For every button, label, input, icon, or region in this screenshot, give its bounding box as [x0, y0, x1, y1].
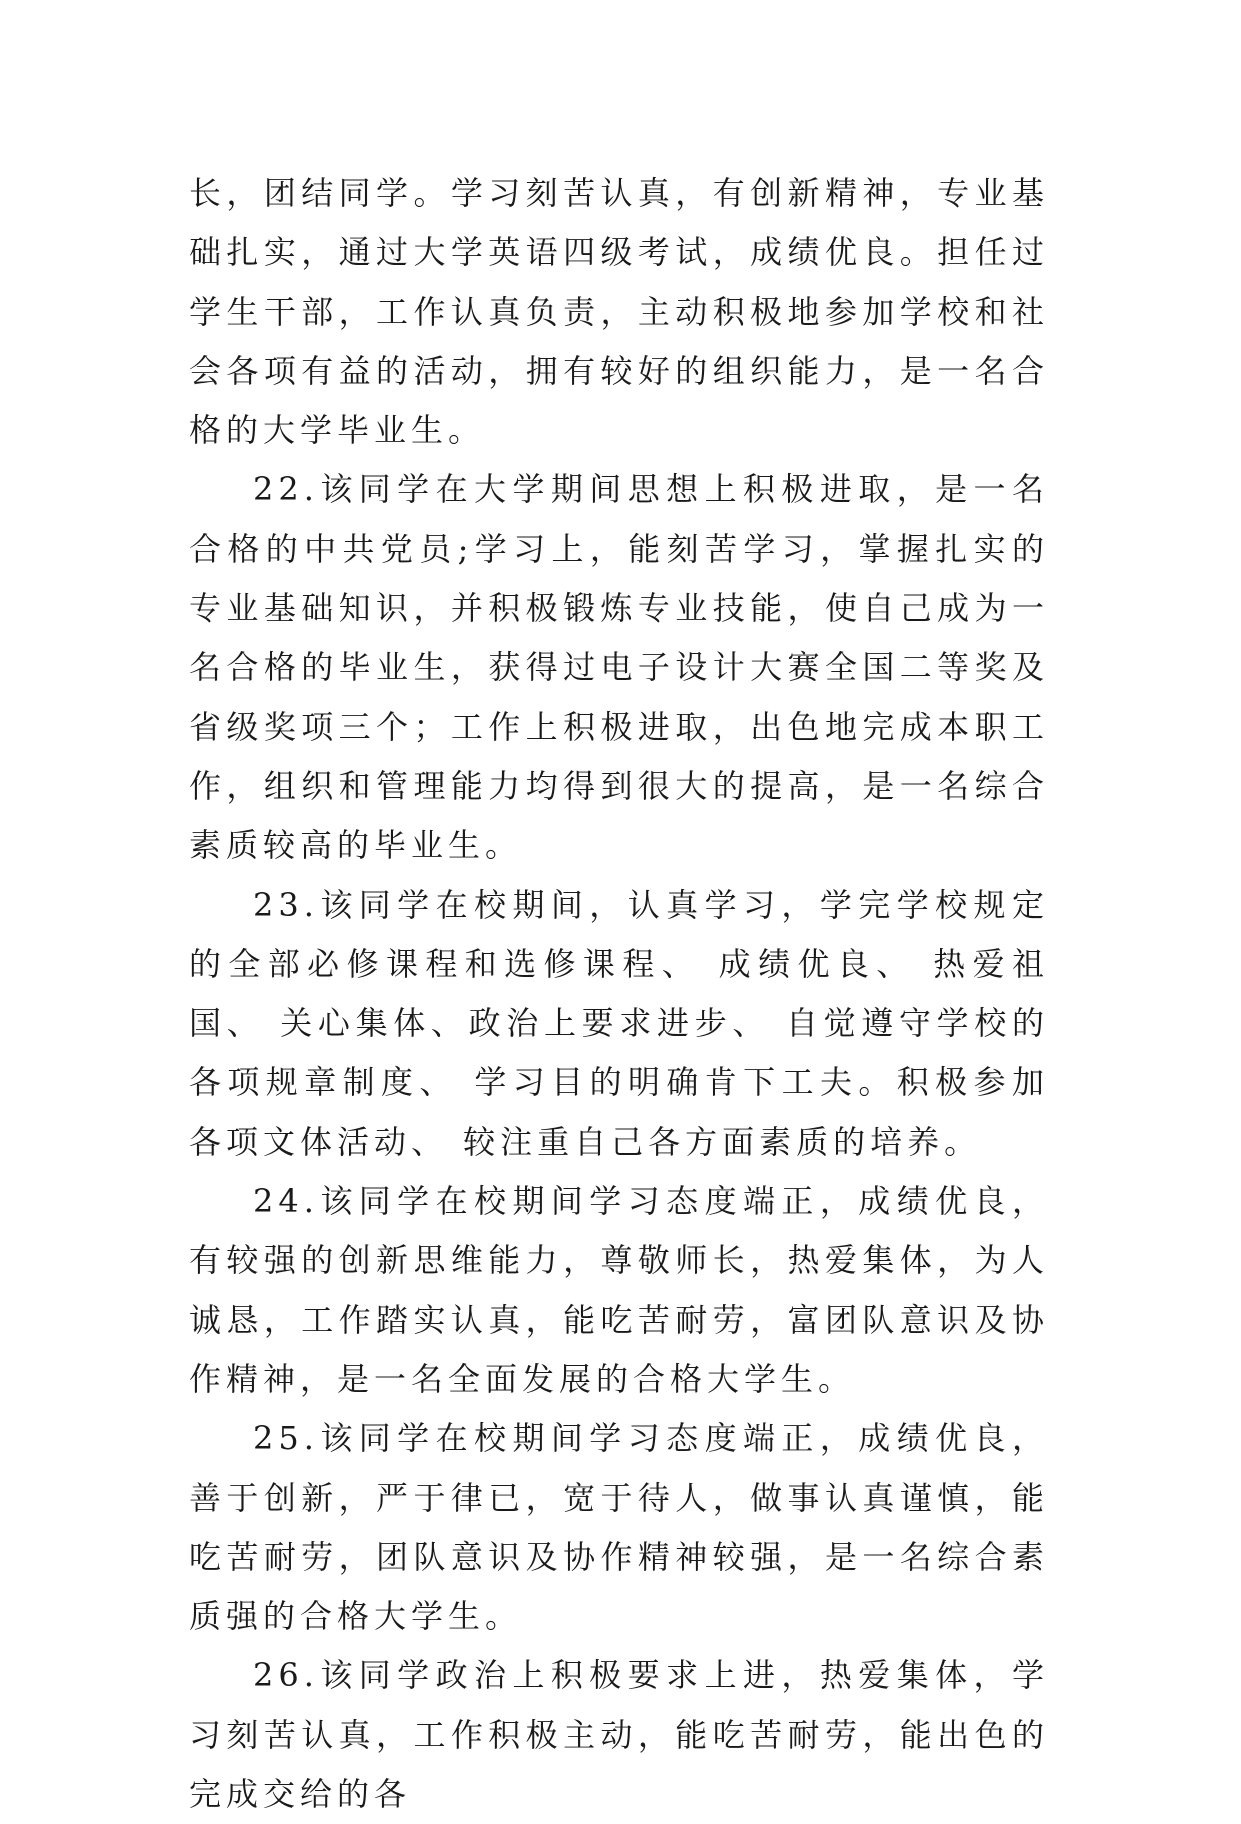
paragraph-23: 23.该同学在校期间，认真学习，学完学校规定的全部必修课程和选修课程、 成绩优良、 热爱祖国、 关心集体、政治上要求进步、 自觉遵守学校的各项规章制度、 学习目的明确肯下工夫。积极参加各项文体活动、 较注重自己各方面素质的培养。	[189, 885, 1049, 1161]
paragraph-25: 25.该同学在校期间学习态度端正，成绩优良，善于创新，严于律已，宽于待人，做事认真谨慎，能吃苦耐劳，团队意识及协作精神较强，是一名综合素质强的合格大学生。	[189, 1419, 1049, 1636]
paragraph-24: 24.该同学在校期间学习态度端正，成绩优良，有较强的创新思维能力，尊敬师长，热爱集体，为人诚恳，工作踏实认真，能吃苦耐劳，富团队意识及协作精神，是一名全面发展的合格大学生。	[189, 1182, 1049, 1398]
paragraph-21-continuation: 长，团结同学。学习刻苦认真，有创新精神，专业基础扎实，通过大学英语四级考试，成绩优良。担任过学生干部，工作认真负责，主动积极地参加学校和社会各项有益的活动，拥有较好的组织能力，是一名合格的大学毕业生。	[189, 174, 1049, 450]
document-body	[189, 164, 1049, 1824]
paragraph-22: 22.该同学在大学期间思想上积极进取，是一名合格的中共党员;学习上，能刻苦学习，掌握扎实的专业基础知识，并积极锻炼专业技能，使自己成为一名合格的毕业生，获得过电子设计大赛全国二等奖及省级奖项三个；工作上积极进取，出色地完成本职工作，组织和管理能力均得到很大的提高，是一名综合素质较高的毕业生。	[189, 470, 1049, 865]
paragraph-26-start: 26.该同学政治上积极要求上进，热爱集体，学习刻苦认真，工作积极主动，能吃苦耐劳，能出色的完成交给的各	[189, 1656, 1049, 1814]
